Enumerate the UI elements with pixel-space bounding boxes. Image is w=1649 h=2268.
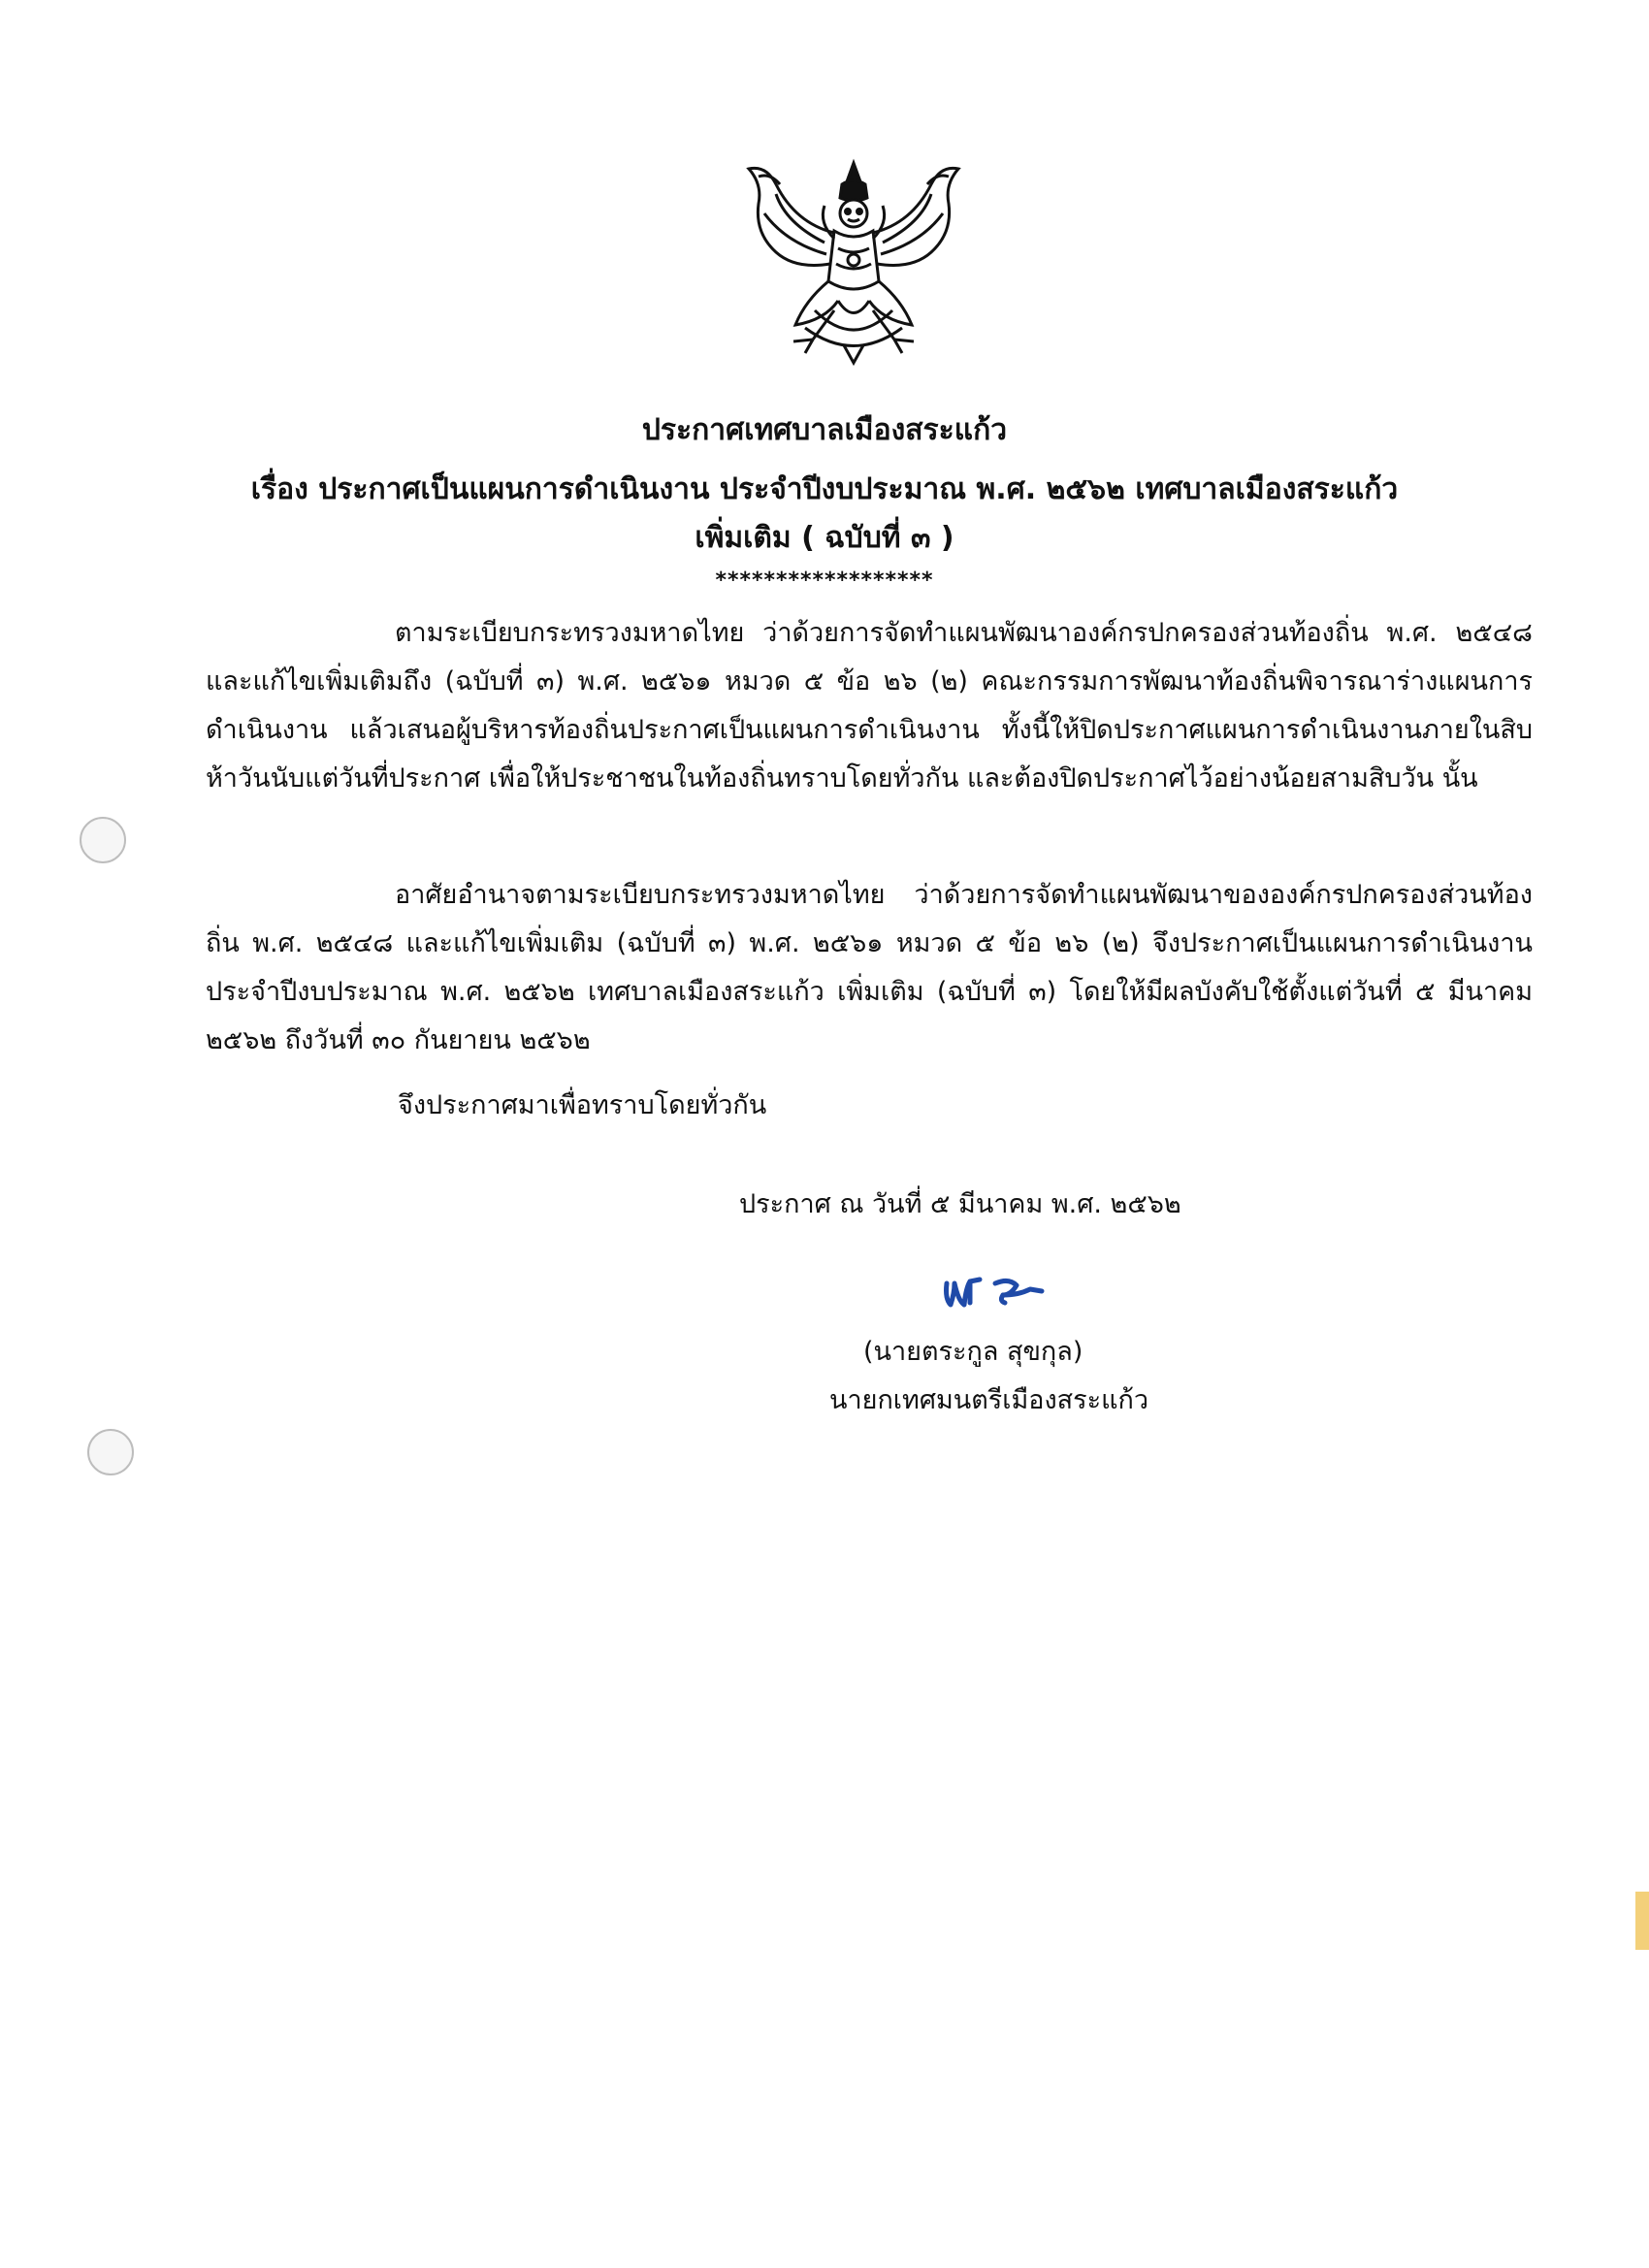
- punch-hole-bottom: [87, 1429, 134, 1475]
- paragraph-2-text: อาศัยอำนาจตามระเบียบกระทรวงมหาดไทย ว่าด้วยการจัดทำแผนพัฒนาขององค์กรปกครองส่วนท้องถิ่น พ.ศ. ๒๕๔๘ และแก้ไขเพิ่มเติม (ฉบับที่ ๓) พ.ศ. ๒๕๖๑ หมวด ๕ ข้อ ๒๖ (๒) จึงประกาศเป็นแผนการดำเนินงาน ประจำปีงบประมาณ พ.ศ. ๒๕๖๒ เทศบาลเมืองสระแก้ว เพิ่มเติม (ฉบับที่ ๓) โดยให้มีผลบังคับใช้ตั้งแต่วันที่ ๕ มีนาคม ๒๕๖๒ ถึงวันที่ ๓๐ กันยายน ๒๕๖๒: [206, 880, 1533, 1055]
- announcement-date: ประกาศ ณ วันที่ ๕ มีนาคม พ.ศ. ๒๕๖๒: [739, 1189, 1181, 1219]
- signer-name: (นายตระกูล สุขกุล): [863, 1337, 1083, 1367]
- handwritten-signature: [941, 1266, 1048, 1314]
- document-subject-line-2: เพิ่มเติม ( ฉบับที่ ๓ ): [695, 521, 954, 555]
- closing-line: จึงประกาศมาเพื่อทราบโดยทั่วกัน: [398, 1090, 767, 1120]
- punch-hole-top: [80, 817, 126, 863]
- paragraph-1: [206, 609, 1533, 803]
- signer-title: นายกเทศมนตรีเมืองสระแก้ว: [829, 1385, 1149, 1415]
- document-header-title: ประกาศเทศบาลเมืองสระแก้ว: [641, 413, 1008, 447]
- title-separator: ******************: [715, 568, 934, 593]
- paragraph-1-text: ตามระเบียบกระทรวงมหาดไทย ว่าด้วยการจัดทำแผนพัฒนาองค์กรปกครองส่วนท้องถิ่น พ.ศ. ๒๕๔๘ และแก้ไขเพิ่มเติมถึง (ฉบับที่ ๓) พ.ศ. ๒๕๖๑ หมวด ๕ ข้อ ๒๖ (๒) คณะกรรมการพัฒนาท้องถิ่นพิจารณาร่างแผนการดำเนินงาน แล้วเสนอผู้บริหารท้องถิ่นประกาศเป็นแผนการดำเนินงาน ทั้งนี้ให้ปิดประกาศแผนการดำเนินงานภายในสิบห้าวันนับแต่วันที่ประกาศ เพื่อให้ประชาชนในท้องถิ่นทราบโดยทั่วกัน และต้องปิดประกาศไว้อย่างน้อยสามสิบวัน นั้น: [206, 618, 1533, 794]
- garuda-emblem-icon: [737, 155, 970, 373]
- document-subject-line: เรื่อง ประกาศเป็นแผนการดำเนินงาน ประจำปีงบประมาณ พ.ศ. ๒๕๖๒ เทศบาลเมืองสระแก้ว: [250, 472, 1399, 506]
- edge-tab-mark: [1635, 1892, 1649, 1950]
- paragraph-2: [206, 871, 1533, 1065]
